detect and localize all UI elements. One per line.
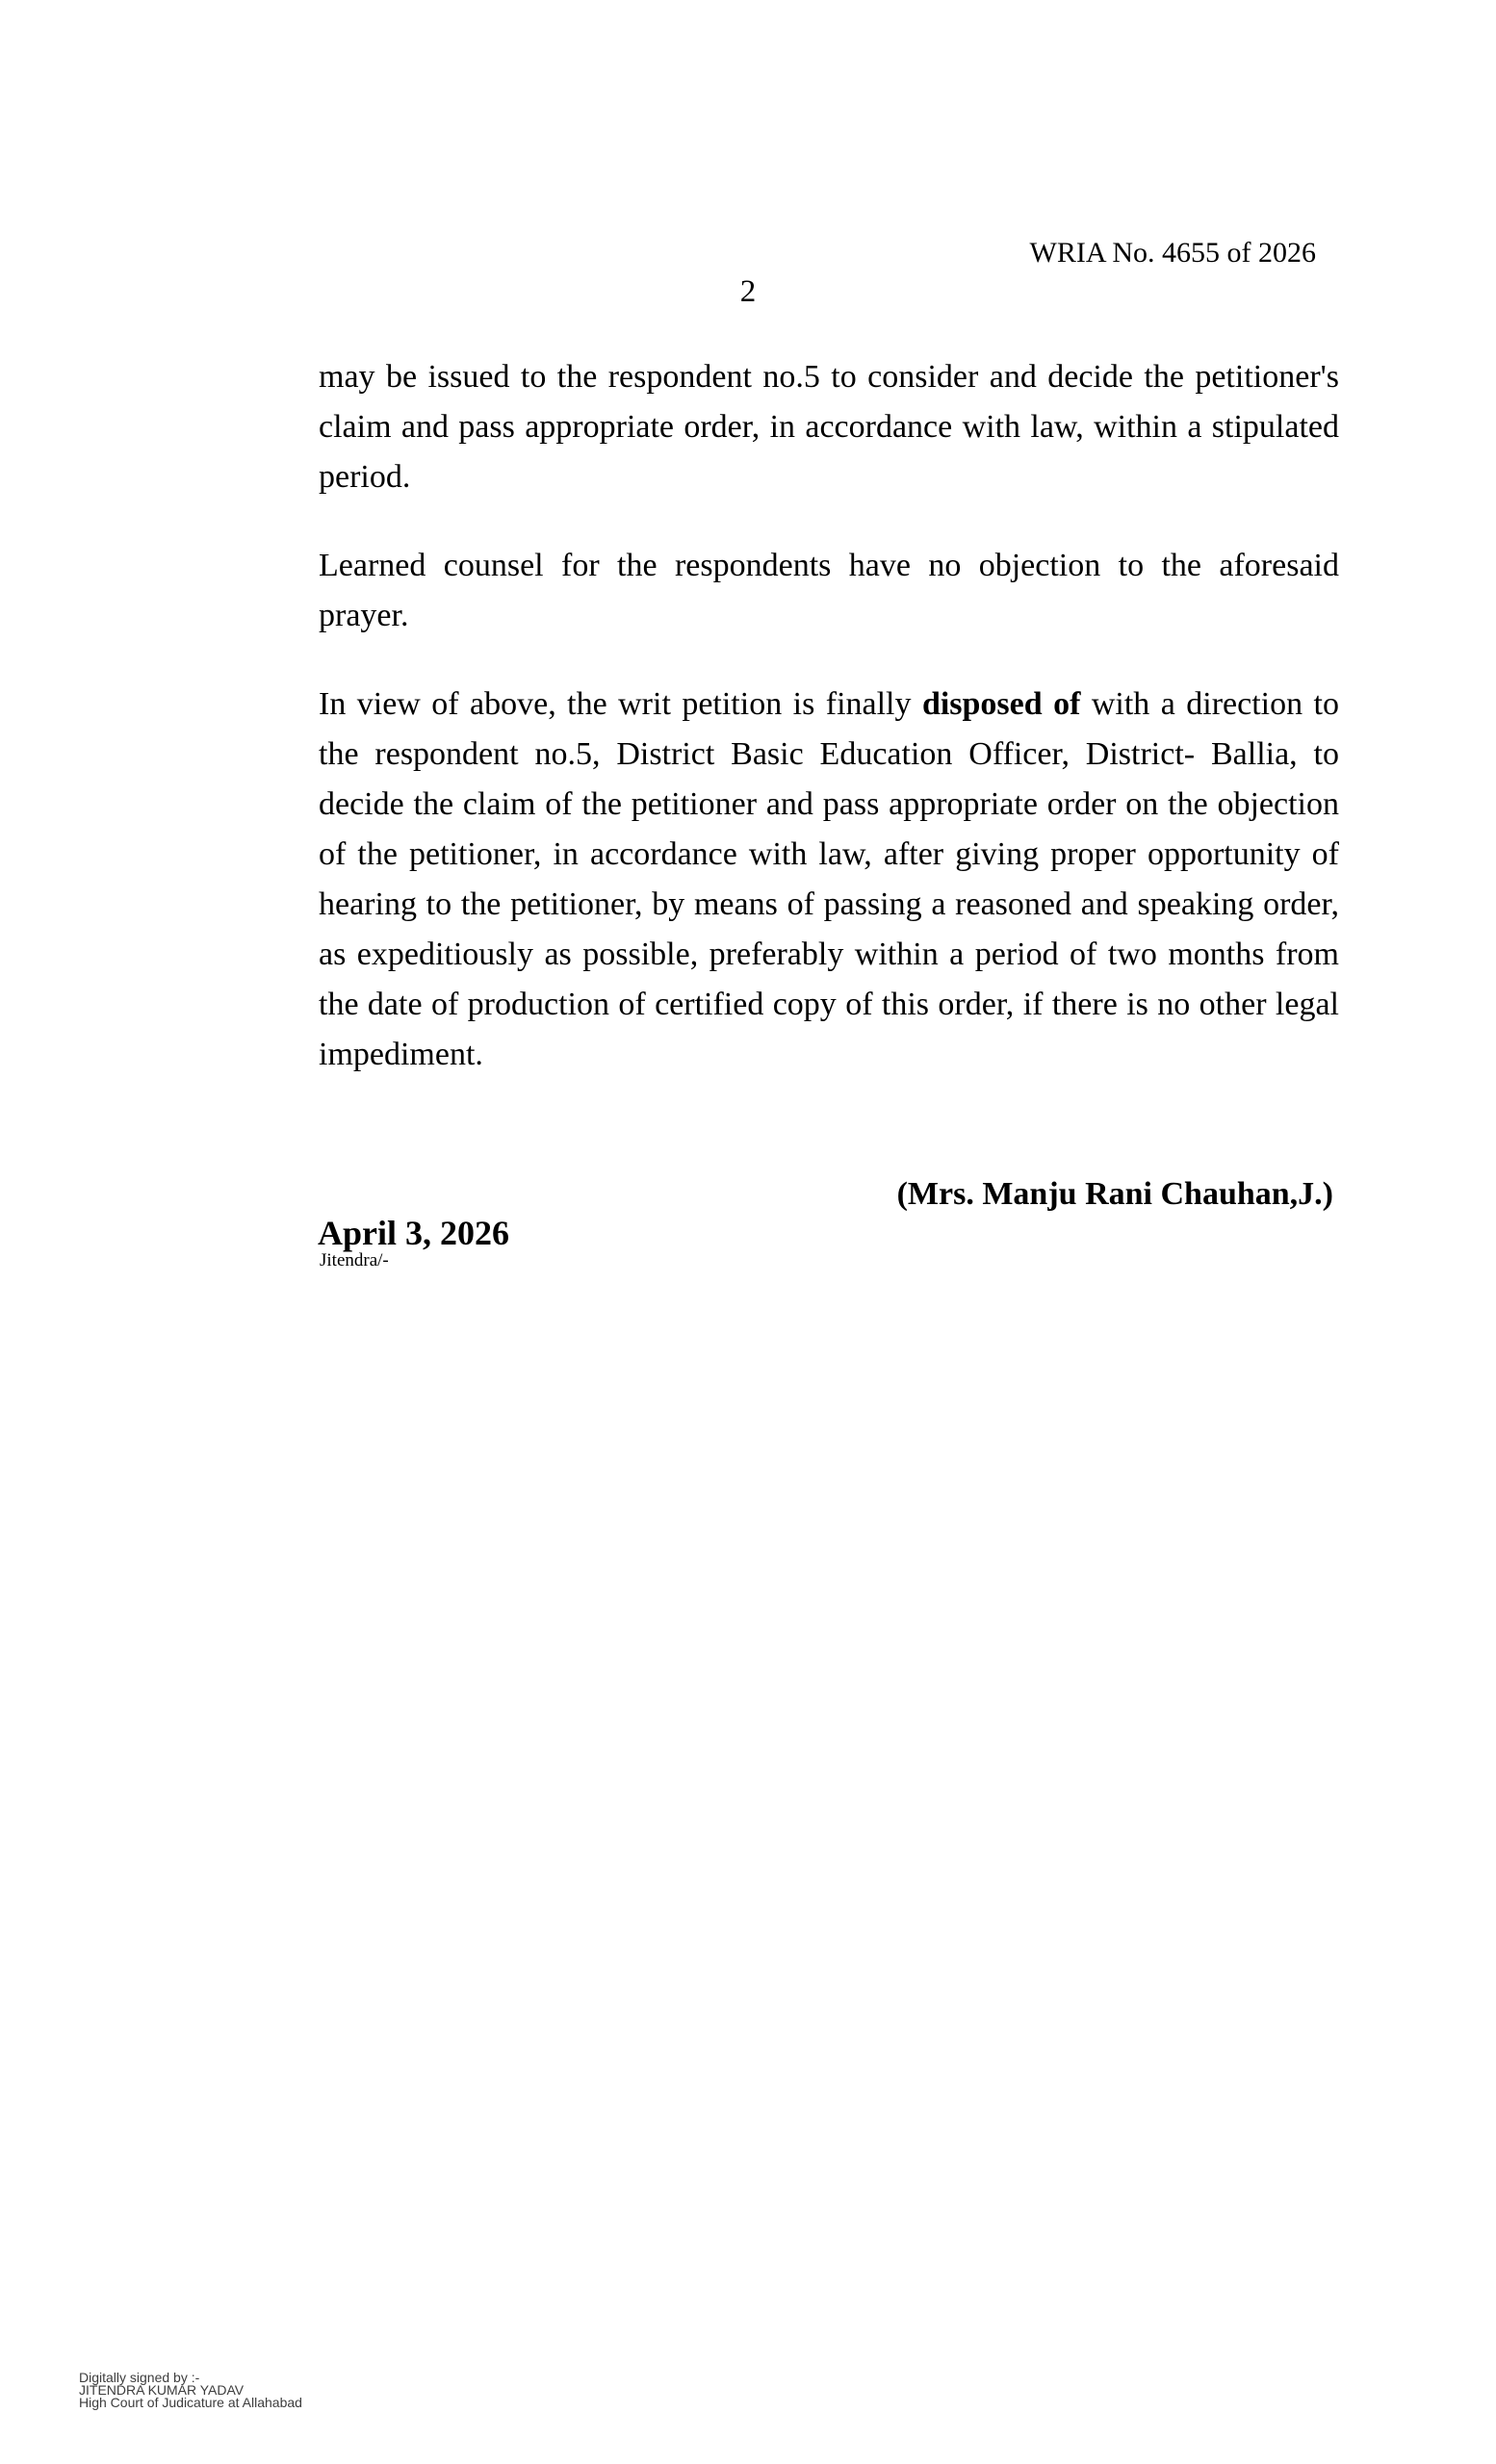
- order-text-bold: disposed of: [921, 686, 1081, 722]
- order-text: In view of above, the writ petition is finally: [319, 686, 922, 722]
- order-body: [319, 352, 1339, 1118]
- judge-signature: (Mrs. Manju Rani Chauhan,J.): [896, 1176, 1333, 1212]
- page-number: 2: [739, 274, 757, 309]
- steno-initials: Jitendra/-: [320, 1250, 389, 1270]
- digital-signature-line3: High Court of Judicature at Allahabad: [79, 2395, 302, 2410]
- order-paragraph: [319, 352, 1339, 502]
- order-paragraph: [319, 680, 1339, 1080]
- order-text: Learned counsel for the respondents have no objection to the aforesaid prayer.: [319, 548, 1339, 633]
- order-paragraph: [319, 541, 1339, 641]
- digital-signature-stamp: [79, 2372, 302, 2409]
- case-reference: WRIA No. 4655 of 2026: [1029, 237, 1316, 269]
- order-text: with a direction to the respondent no.5, District Basic Education Officer, District- Ballia, to decide the claim of the petitioner and pass appropriate order on the objection of the petitioner, in accordance with law, after giving proper opportunity of hearing to the petitioner, by means of passing a reasoned and speaking order, as expeditiously as possible, preferably within a period of two months from the date of production of certified copy of this order, if there is no other legal impediment.: [319, 686, 1339, 1072]
- digital-signature-line2: JITENDRA KUMAR YADAV: [79, 2382, 245, 2398]
- digital-signature-line1: Digitally signed by :-: [79, 2370, 200, 2385]
- order-date: April 3, 2026: [318, 1214, 510, 1252]
- order-text: may be issued to the respondent no.5 to consider and decide the petitioner's claim and pass appropriate order, in accordance with law, within a stipulated period.: [319, 359, 1339, 495]
